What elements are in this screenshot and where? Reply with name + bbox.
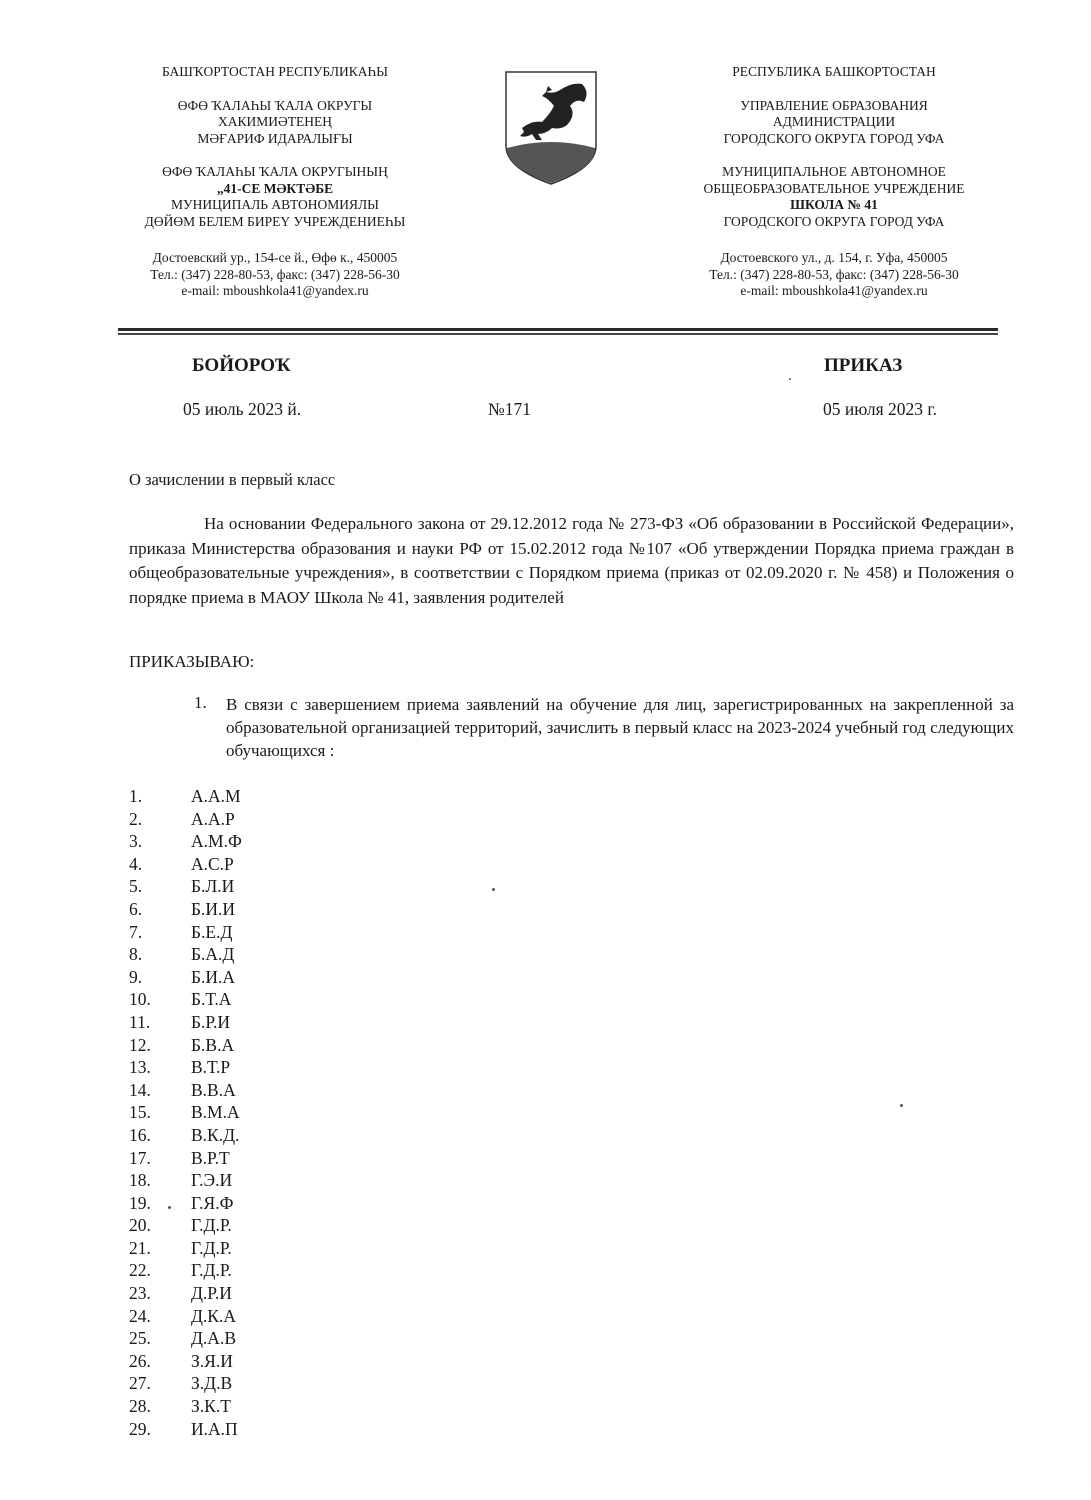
list-item (129, 1418, 429, 1441)
student-initials: А.С.Р (191, 853, 234, 874)
list-item (129, 898, 429, 921)
student-initials: Б.А.Д (191, 944, 235, 965)
list-item-number: 20. (129, 1215, 151, 1236)
list-item (129, 988, 429, 1011)
header-left-line: ДӨЙӨМ БЕЛЕМ БИРЕҮ УЧРЕЖДЕНИЕҺЫ (144, 213, 406, 229)
list-item-number: 19. (129, 1192, 151, 1213)
header-right-line: МУНИЦИПАЛЬНОЕ АВТОНОМНОЕ (722, 164, 946, 179)
list-item (129, 1237, 429, 1260)
scan-speck (789, 378, 791, 380)
student-initials: Б.Л.И (191, 876, 235, 897)
list-item-number: 14. (129, 1079, 151, 1100)
list-item-number: 8. (129, 944, 143, 965)
list-item (129, 1259, 429, 1282)
list-item-number: 6. (129, 898, 143, 919)
list-item (129, 1079, 429, 1102)
list-item-number: 7. (129, 921, 143, 942)
header-left-address: Достоевский ур., 154-се й., Өфө к., 450005 (152, 250, 398, 265)
header-divider-thick (118, 328, 998, 331)
student-initials: З.К.Т (191, 1396, 231, 1417)
student-initials: И.А.П (191, 1418, 238, 1439)
student-initials: В.Т.Р (191, 1057, 231, 1078)
student-initials: В.В.А (191, 1079, 236, 1100)
student-initials: Д.А.В (191, 1328, 236, 1349)
student-initials: Д.Р.И (191, 1283, 232, 1304)
header-left-line: ӨФӨ ҠАЛАҺЫ ҠАЛА ОКРУГЫНЫҢ (162, 164, 388, 179)
list-item (129, 875, 429, 898)
header-right-school: ШКОЛА № 41 (790, 197, 878, 212)
header-right-line: ГОРОДСКОГО ОКРУГА ГОРОД УФА (723, 130, 945, 146)
student-initials: Д.К.А (191, 1305, 236, 1326)
list-item (129, 1372, 429, 1395)
list-item-number: 27. (129, 1373, 151, 1394)
student-initials: Г.Д.Р. (191, 1215, 232, 1236)
order-item-text: В связи с завершением приема заявлений на обучение для лиц, зарегистрированных на закрепленной за образовательной организацией территорий, зачислить в первый класс на 2023-2024 учебный год следующих обучающихся : (226, 695, 1014, 760)
list-item-number: 18. (129, 1170, 151, 1191)
list-item (129, 808, 429, 831)
list-item (129, 1101, 429, 1124)
list-item (129, 1147, 429, 1170)
scan-speck (900, 1104, 903, 1107)
list-item-number: 15. (129, 1102, 151, 1123)
header-left-line: БАШҠОРТОСТАН РЕСПУБЛИКАҺЫ (161, 64, 389, 79)
student-initials: А.М.Ф (191, 831, 242, 852)
list-item (129, 1192, 429, 1215)
header-right-line: ГОРОДСКОГО ОКРУГА ГОРОД УФА (723, 213, 945, 229)
title-russian: ПРИКАЗ (824, 355, 903, 376)
date-bashkir: 05 июль 2023 й. (183, 399, 302, 419)
header-right-line: АДМИНИСТРАЦИИ (772, 114, 896, 129)
title-bashkir: БОЙОРОҠ (192, 355, 291, 376)
list-item-number: 24. (129, 1305, 151, 1326)
list-item-number: 9. (129, 966, 143, 987)
header-left-bashkir (120, 64, 430, 300)
order-number: №171 (488, 399, 531, 419)
student-initials: В.К.Д. (191, 1124, 240, 1145)
student-initials: Г.Д.Р. (191, 1260, 232, 1281)
student-initials: Г.Э.И (191, 1170, 233, 1191)
student-initials: Б.Р.И (191, 1011, 230, 1032)
student-initials: Б.И.А (191, 966, 236, 987)
ufa-coat-of-arms-marten-icon (502, 68, 600, 186)
student-initials: В.Р.Т (191, 1147, 230, 1168)
order-item-number: 1. (194, 693, 207, 712)
header-left-line: ӨФӨ ҠАЛАҺЫ ҠАЛА ОКРУГЫ (177, 97, 373, 113)
header-right-address: Достоевского ул., д. 154, г. Уфа, 450005 (720, 250, 948, 265)
list-item-number: 29. (129, 1418, 151, 1439)
list-item-number: 13. (129, 1057, 151, 1078)
list-item (129, 1056, 429, 1079)
list-item-number: 21. (129, 1237, 151, 1258)
header-left-line: МУНИЦИПАЛЬ АВТОНОМИЯЛЫ (171, 197, 379, 212)
student-initials: А.А.Р (191, 808, 235, 829)
header-right-line: УПРАВЛЕНИЕ ОБРАЗОВАНИЯ (740, 97, 928, 113)
list-item (129, 1169, 429, 1192)
date-russian: 05 июля 2023 г. (823, 399, 937, 419)
list-item (129, 1282, 429, 1305)
list-item-number: 1. (129, 786, 143, 806)
list-item-number: 17. (129, 1147, 151, 1168)
list-item-number: 4. (129, 853, 143, 874)
header-divider-thin (118, 333, 998, 335)
header-left-line: ХАКИМИӘТЕНЕҢ (218, 114, 332, 129)
list-item (129, 1034, 429, 1057)
header-left-line: МӘҒАРИФ ИДАРАЛЫҒЫ (197, 130, 353, 146)
scan-speck (492, 888, 495, 891)
header-right-phone: Тел.: (347) 228-80-53, факс: (347) 228-56-30 (709, 266, 959, 282)
list-item-number: 28. (129, 1396, 151, 1417)
header-right-russian (678, 64, 990, 300)
list-item (129, 1350, 429, 1373)
header-right-line: РЕСПУБЛИКА БАШКОРТОСТАН (732, 64, 936, 79)
header-left-school: „41-СЕ МӘКТӘБЕ (216, 180, 334, 196)
scan-speck (168, 1206, 171, 1209)
student-initials: Г.Д.Р. (191, 1237, 232, 1258)
student-initials: Г.Я.Ф (191, 1192, 234, 1213)
list-item-number: 16. (129, 1124, 151, 1145)
list-item-number: 10. (129, 989, 151, 1010)
list-item-number: 26. (129, 1350, 151, 1371)
student-initials: З.Я.И (191, 1350, 233, 1371)
legal-basis-paragraph: На основании Федерального закона от 29.12.2012 года № 273-ФЗ «Об образовании в Российской Федерации», приказа Министерства образования и науки РФ от 15.02.2012 года №107 «Об утверждении Порядка приема граждан в общеобразовательные учреждения», в соответствии с Порядком приема (приказ от 02.09.2020 г. № 458) и Положения о порядке приема в МАОУ Школа № 41, заявления родителей (129, 514, 1014, 607)
list-item (129, 1214, 429, 1237)
list-item (129, 966, 429, 989)
list-item (129, 1305, 429, 1328)
list-item (129, 943, 429, 966)
list-item (129, 1011, 429, 1034)
student-initials: В.М.А (191, 1102, 240, 1123)
list-item-number: 3. (129, 831, 143, 852)
list-item-number: 23. (129, 1283, 151, 1304)
list-item-number: 5. (129, 876, 143, 897)
header-left-email: e-mail: mboushkola41@yandex.ru (181, 283, 369, 298)
list-item-number: 25. (129, 1328, 151, 1349)
student-initials: Б.И.И (191, 898, 236, 919)
list-item-number: 2. (129, 808, 143, 829)
header-right-email: e-mail: mboushkola41@yandex.ru (740, 283, 928, 298)
list-item (129, 853, 429, 876)
list-item-number: 11. (129, 1011, 151, 1032)
list-item-number: 22. (129, 1260, 151, 1281)
list-item (129, 830, 429, 853)
list-item (129, 1327, 429, 1350)
list-item (129, 1124, 429, 1147)
list-item (129, 921, 429, 944)
header-left-phone: Тел.: (347) 228-80-53, факс: (347) 228-56-30 (150, 266, 400, 282)
list-item-number: 12. (129, 1034, 151, 1055)
student-initials: Б.В.А (191, 1034, 235, 1055)
list-item (129, 1395, 429, 1418)
orders-heading: ПРИКАЗЫВАЮ: (129, 652, 255, 671)
header-right-line: ОБЩЕОБРАЗОВАТЕЛЬНОЕ УЧРЕЖДЕНИЕ (703, 180, 965, 196)
student-initials: Б.Т.А (191, 989, 232, 1010)
student-initials: Б.Е.Д (191, 921, 233, 942)
order-subject: О зачислении в первый класс (129, 470, 336, 489)
list-item (129, 785, 429, 808)
student-initials: А.А.М (191, 786, 241, 806)
student-initials: З.Д.В (191, 1373, 233, 1394)
student-list (129, 785, 429, 1440)
